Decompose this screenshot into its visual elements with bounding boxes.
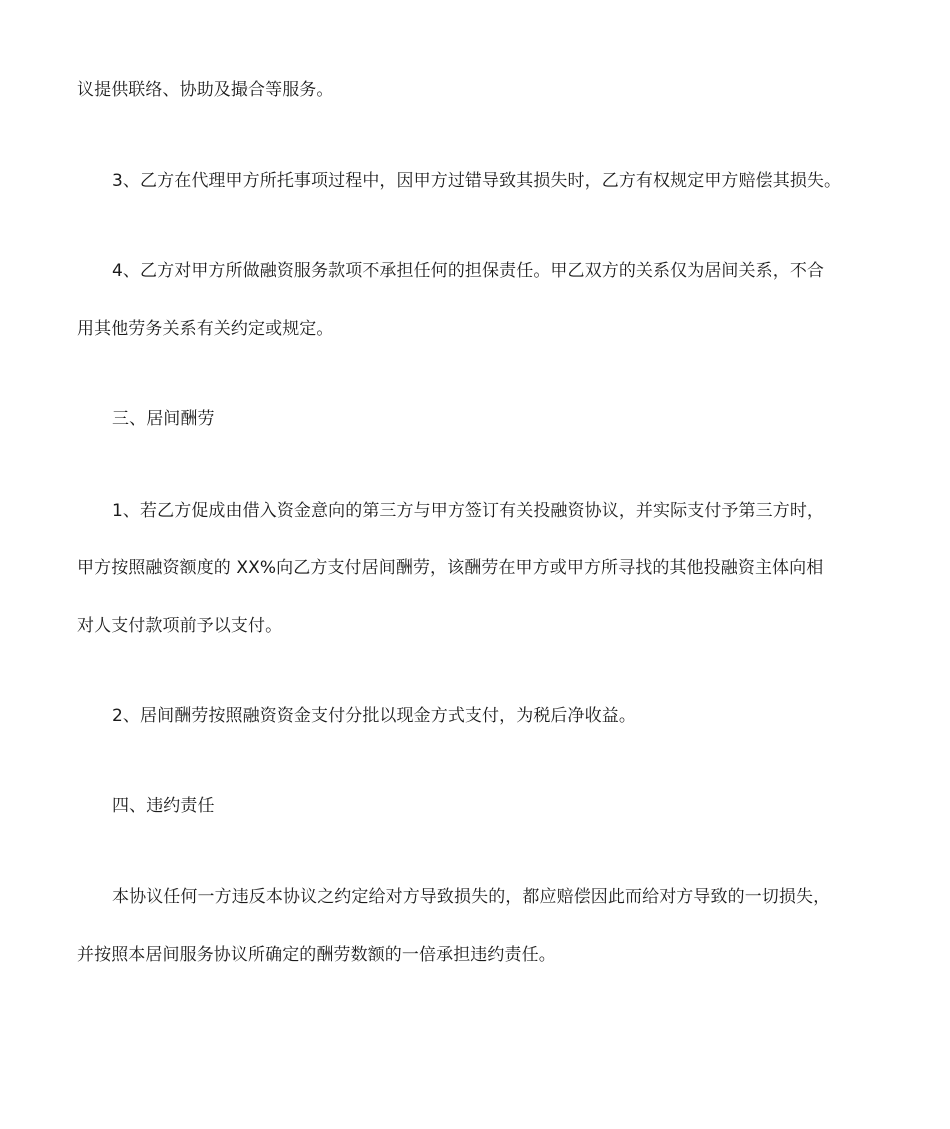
clause-3-line: 3、乙方在代理甲方所托事项过程中，因甲方过错导致其损失时，乙方有权规定甲方赔偿其损失。	[112, 171, 842, 191]
clause-4-line-1: 4、乙方对甲方所做融资服务款项不承担任何的担保责任。甲乙双方的关系仅为居间关系，不合	[112, 261, 825, 281]
section-heading-commission: 三、居间酬劳	[112, 409, 215, 429]
commission-clause-2-line: 2、居间酬劳按照融资资金支付分批以现金方式支付，为税后净收益。	[112, 706, 636, 726]
section-heading-breach: 四、违约责任	[112, 796, 215, 816]
clause-4-line-2: 用其他劳务关系有关约定或规定。	[77, 319, 334, 339]
commission-clause-1-line-2: 甲方按照融资额度的 XX%向乙方支付居间酬劳，该酬劳在甲方或甲方所寻找的其他投融资主体向相	[77, 558, 824, 578]
paragraph-line: 议提供联络、协助及撮合等服务。	[77, 80, 334, 100]
commission-clause-1-line-1: 1、若乙方促成由借入资金意向的第三方与甲方签订有关投融资协议，并实际支付予第三方时，	[112, 501, 825, 521]
commission-clause-1-line-3: 对人支付款项前予以支付。	[77, 616, 283, 636]
breach-clause-line-2: 并按照本居间服务协议所确定的酬劳数额的一倍承担违约责任。	[77, 945, 556, 965]
breach-clause-line-1: 本协议任何一方违反本协议之约定给对方导致损失的，都应赔偿因此而给对方导致的一切损失，	[112, 887, 831, 907]
